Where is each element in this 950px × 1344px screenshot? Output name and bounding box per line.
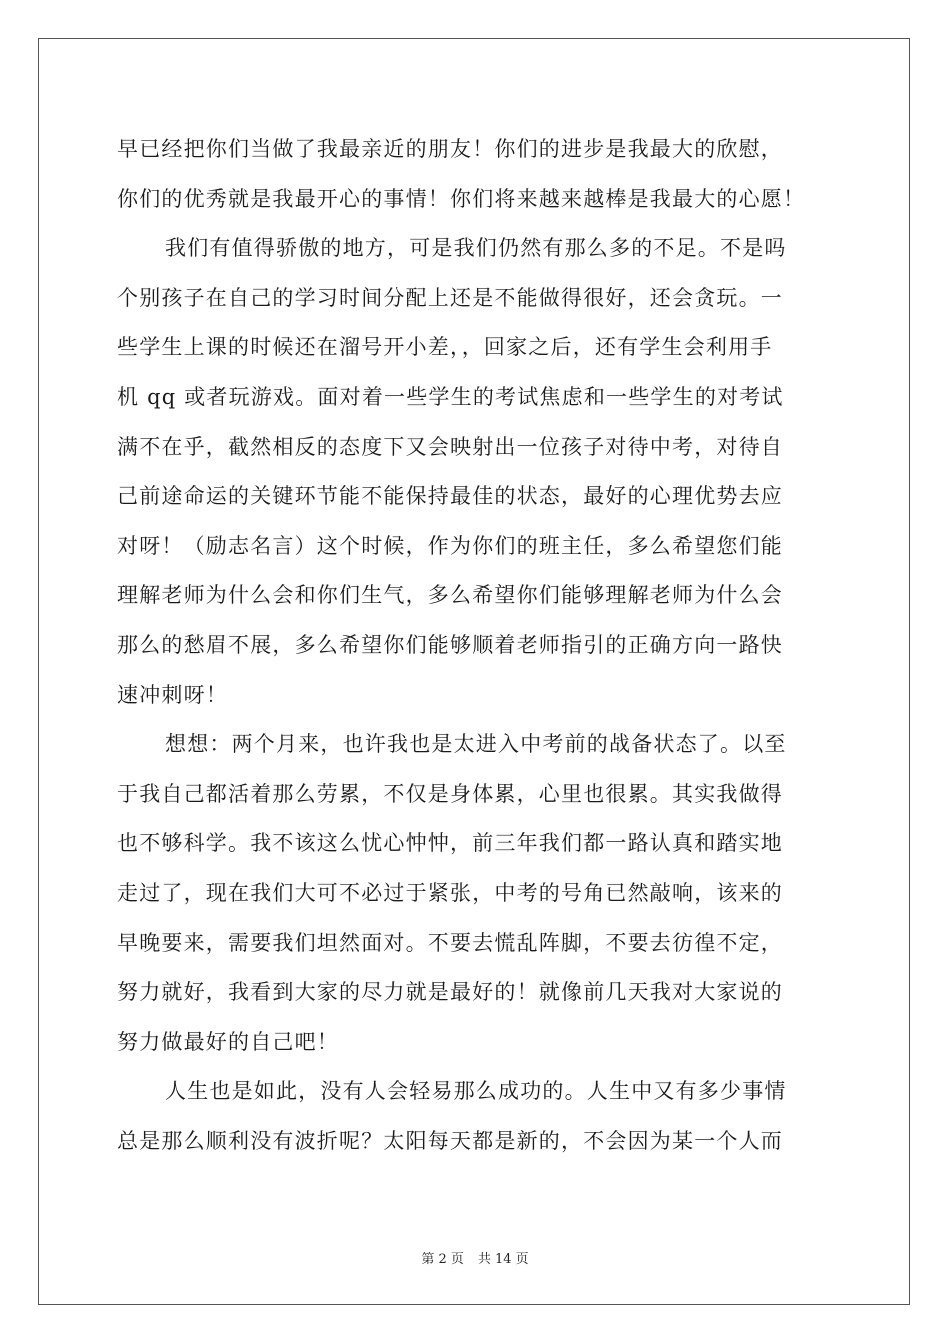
text-line: 总是那么顺利没有波折呢？太阳每天都是新的，不会因为某一个人而 [117,1128,783,1153]
text-line: 于我自己都活着那么劳累，不仅是身体累，心里也很累。其实我做得 [117,781,783,806]
text-line: 对呀！（励志名言）这个时候，作为你们的班主任，多么希望您们能 [117,533,783,558]
text-line: 些学生上课的时候还在溜号开小差，，回家之后，还有学生会利用手 [117,335,773,360]
text-line: 早已经把你们当做了我最亲近的朋友！你们的进步是我最大的欣慰， [117,137,783,161]
text-line: 我们有值得骄傲的地方，可是我们仍然有那么多的不足。不是吗 [165,236,787,261]
text-line: 努力就好，我看到大家的尽力就是最好的！就像前几天我对大家说的 [117,980,783,1005]
text-line: 你们的优秀就是我最开心的事情！你们将来越来越棒是我最大的心愿！ [117,186,806,211]
text-line: 人生也是如此，没有人会轻易那么成功的。人生中又有多少事情 [165,1079,787,1104]
text-line: 机 qq 或者玩游戏。面对着一些学生的考试焦虑和一些学生的对考试 [117,384,784,409]
text-line: 满不在乎，截然相反的态度下又会映射出一位孩子对待中考，对待自 [117,434,783,459]
text-line: 早晚要来，需要我们坦然面对。不要去慌乱阵脚，不要去彷徨不定， [117,930,783,955]
page-footer [0,1248,950,1267]
page-number: 第 2 页 [421,1252,464,1267]
text-line: 那么的愁眉不展，多么希望你们能够顺着老师指引的正确方向一路快 [117,632,783,657]
text-line: 想想：两个月来，也许我也是太进入中考前的战备状态了。以至 [165,732,787,757]
text-line: 己前途命运的关键环节能不能保持最佳的状态，最好的心理优势去应 [117,484,783,509]
text-line: 走过了，现在我们大可不必过于紧张，中考的号角已然敲响，该来的 [117,880,783,905]
text-line: 理解老师为什么会和你们生气，多么希望你们能够理解老师为什么会 [117,583,783,608]
text-line: 速冲刺呀！ [117,682,228,707]
document-body [117,125,833,1166]
text-line: 个别孩子在自己的学习时间分配上还是不能做得很好，还会贪玩。一 [117,285,783,310]
text-line: 也不够科学。我不该这么忧心忡忡，前三年我们都一路认真和踏实地 [117,831,783,856]
text-line: 努力做最好的自己吧！ [117,1029,339,1054]
page-total: 共 14 页 [477,1252,529,1267]
